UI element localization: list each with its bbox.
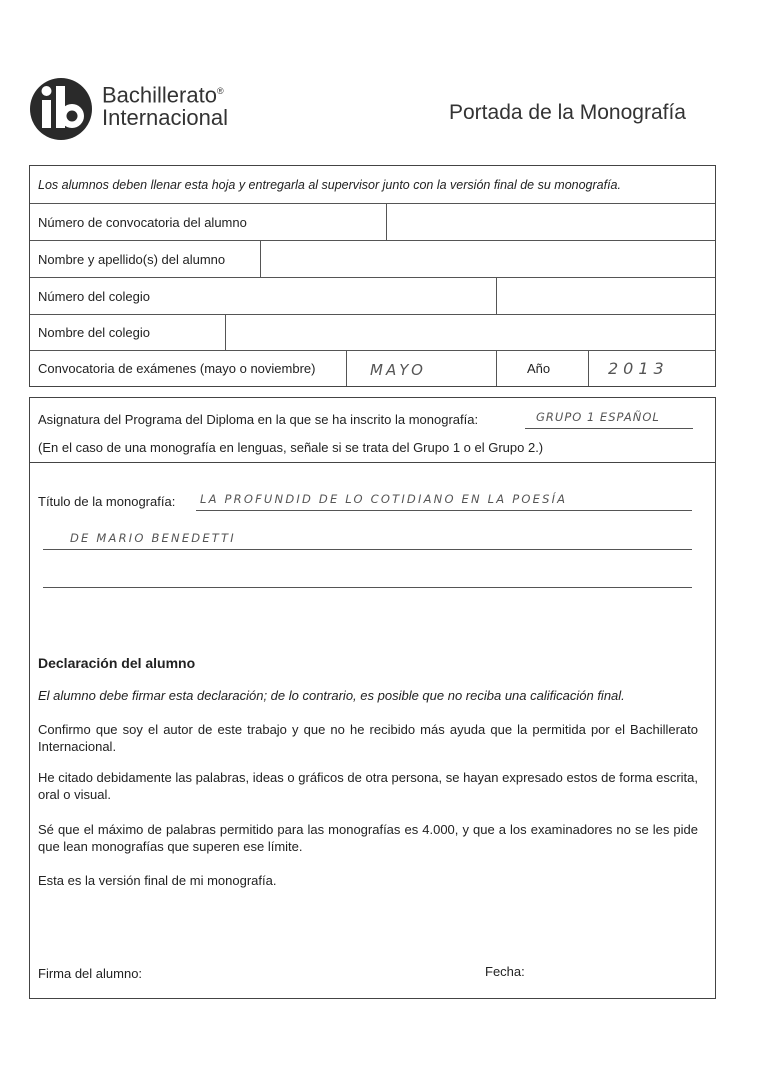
session-label: Convocatoria de exámenes (mayo o noviembre) xyxy=(38,361,316,376)
ib-logo xyxy=(28,76,94,142)
brand-line2: Internacional xyxy=(102,105,228,130)
date-field[interactable] xyxy=(535,954,705,984)
essay-title-line1[interactable]: LA PROFUNDID DE LO COTIDIANO EN LA POESÍA xyxy=(200,492,568,506)
name-label: Nombre y apellido(s) del alumno xyxy=(38,252,226,267)
cell-divider xyxy=(496,350,497,386)
name-field[interactable] xyxy=(261,241,715,276)
essay-title-underline-3 xyxy=(43,587,692,588)
candidate-number-field[interactable] xyxy=(387,204,715,239)
essay-declaration-box xyxy=(29,397,716,999)
section-divider xyxy=(30,462,715,463)
declaration-heading: Declaración del alumno xyxy=(38,655,196,671)
subject-note: (En el caso de una monografía en lenguas, señale si se trata del Grupo 1 o el Grupo 2.) xyxy=(38,440,544,455)
brand-line1 xyxy=(102,79,224,107)
cell-divider xyxy=(588,350,589,386)
subject-underline xyxy=(525,428,693,429)
instructions-text: Los alumnos deben llenar esta hoja y entregarla al supervisor junto con la versión final de su monografía. xyxy=(38,178,621,192)
essay-title-underline-2 xyxy=(43,549,692,550)
registered-mark: ® xyxy=(216,86,224,96)
subject-label: Asignatura del Programa del Diploma en la que se ha inscrito la monografía: xyxy=(38,412,479,427)
school-name-label: Nombre del colegio xyxy=(38,325,151,340)
row-divider xyxy=(30,350,715,351)
declaration-paragraph-1: Confirmo que soy el autor de este trabajo y que no he recibido más ayuda que la permitida por el Bachillerato Internacional. xyxy=(38,722,698,754)
school-number-label: Número del colegio xyxy=(38,289,151,304)
candidate-number-label: Número de convocatoria del alumno xyxy=(38,215,247,230)
declaration-paragraph-3: Sé que el máximo de palabras permitido para las monografías es 4.000, y que a los examinadores no se les pide que lean monografías que superen ese límite. xyxy=(38,822,698,854)
essay-title-label: Título de la monografía: xyxy=(38,494,176,509)
year-value[interactable]: 2013 xyxy=(608,359,669,378)
candidate-info-box xyxy=(29,165,716,387)
signature-field[interactable] xyxy=(160,954,460,984)
declaration-warning: El alumno debe firmar esta declaración; de lo contrario, es posible que no reciba una calificación final. xyxy=(38,688,625,703)
session-value[interactable]: MAYO xyxy=(370,361,426,379)
ib-logo-icon xyxy=(28,76,94,142)
cell-divider xyxy=(346,350,347,386)
signature-label: Firma del alumno: xyxy=(38,966,143,981)
school-number-field[interactable] xyxy=(497,278,715,313)
brand-line1-text: Bachillerato xyxy=(102,82,217,108)
declaration-paragraph-4: Esta es la versión final de mi monografía. xyxy=(38,873,277,888)
date-label: Fecha: xyxy=(485,964,525,979)
subject-value[interactable]: GRUPO 1 ESPAÑOL xyxy=(536,410,660,424)
school-name-field[interactable] xyxy=(226,315,715,349)
page-title: Portada de la Monografía xyxy=(449,101,686,124)
year-label: Año xyxy=(527,361,551,376)
essay-title-line2[interactable]: DE MARIO BENEDETTI xyxy=(70,531,236,545)
declaration-paragraph-2: He citado debidamente las palabras, ideas o gráficos de otra persona, se hayan expresado estos de forma escrita, oral o visual. xyxy=(38,770,698,802)
essay-title-underline-1 xyxy=(196,510,692,511)
